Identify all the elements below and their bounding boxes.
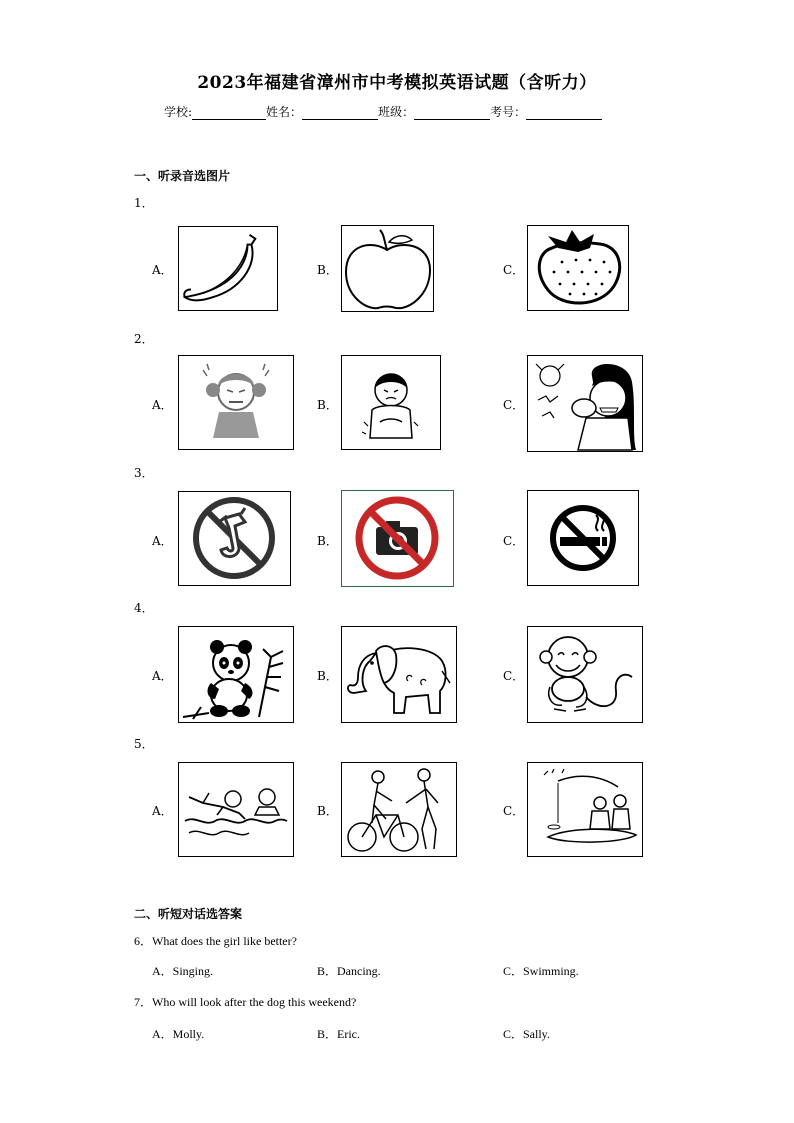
school-field[interactable] xyxy=(192,107,266,120)
option-letter[interactable]: A． xyxy=(152,804,173,818)
id-label: 考号： xyxy=(490,105,527,119)
question-6 xyxy=(134,932,297,949)
no-photography-sign-image[interactable] xyxy=(341,490,454,587)
option-letter[interactable]: A． xyxy=(152,398,173,412)
question-text: What does the girl like better? xyxy=(152,934,297,948)
option-letter[interactable]: A． xyxy=(152,669,173,683)
answer-option-c[interactable]: C．Swimming. xyxy=(503,964,579,978)
question-number: 4． xyxy=(134,601,154,615)
question-number: 5． xyxy=(134,737,154,751)
question-7 xyxy=(134,993,356,1010)
option-letter[interactable]: B． xyxy=(317,804,338,818)
elephant-image[interactable] xyxy=(341,626,457,723)
option-letter[interactable]: B． xyxy=(317,398,338,412)
girl-toothache-image[interactable] xyxy=(527,355,643,452)
fishing-image[interactable] xyxy=(527,762,643,857)
answer-option-a[interactable]: A．Singing. xyxy=(152,964,214,978)
answer-option-a[interactable]: A．Molly. xyxy=(152,1027,205,1041)
question-number: 3． xyxy=(134,466,154,480)
option-letter[interactable]: B． xyxy=(317,534,338,548)
answer-option-b[interactable]: B．Dancing. xyxy=(317,964,381,978)
answer-option-c[interactable]: C．Sally. xyxy=(503,1027,550,1041)
question-number: 7． xyxy=(134,995,153,1009)
panda-image[interactable] xyxy=(178,626,294,723)
school-label: 学校: xyxy=(164,105,193,119)
banana-image[interactable] xyxy=(178,226,278,311)
question-number: 6． xyxy=(134,934,153,948)
option-letter[interactable]: A． xyxy=(152,534,173,548)
option-letter[interactable]: B． xyxy=(317,669,338,683)
no-smoking-sign-image[interactable] xyxy=(527,490,639,586)
no-littering-sign-image[interactable] xyxy=(178,491,291,586)
monkey-image[interactable] xyxy=(527,626,643,723)
student-info xyxy=(164,103,602,120)
option-letter[interactable]: C． xyxy=(503,534,525,548)
id-field[interactable] xyxy=(526,107,602,120)
question-number: 1． xyxy=(134,196,154,210)
cycling-image[interactable] xyxy=(341,762,457,857)
section-heading-1: 一、听录音选图片 xyxy=(134,169,231,183)
option-letter[interactable]: C． xyxy=(503,263,525,277)
apple-image[interactable] xyxy=(341,225,434,312)
option-letter[interactable]: C． xyxy=(503,804,525,818)
boy-stomachache-image[interactable] xyxy=(341,355,441,450)
section-heading-2: 二、听短对话选答案 xyxy=(134,907,243,921)
option-letter[interactable]: A． xyxy=(152,263,173,277)
page-title: 2023年福建省漳州市中考模拟英语试题（含听力） xyxy=(197,73,597,93)
question-number: 2． xyxy=(134,332,154,346)
strawberry-image[interactable] xyxy=(527,225,629,311)
option-letter[interactable]: B． xyxy=(317,263,338,277)
option-letter[interactable]: C． xyxy=(503,398,525,412)
answer-option-b[interactable]: B．Eric. xyxy=(317,1027,360,1041)
name-field[interactable] xyxy=(302,107,378,120)
question-text: Who will look after the dog this weekend? xyxy=(152,995,357,1009)
class-label: 班级： xyxy=(378,105,415,119)
girl-headache-image[interactable] xyxy=(178,355,294,450)
class-field[interactable] xyxy=(414,107,490,120)
swimming-image[interactable] xyxy=(178,762,294,857)
name-label: 姓名： xyxy=(266,105,303,119)
option-letter[interactable]: C． xyxy=(503,669,525,683)
